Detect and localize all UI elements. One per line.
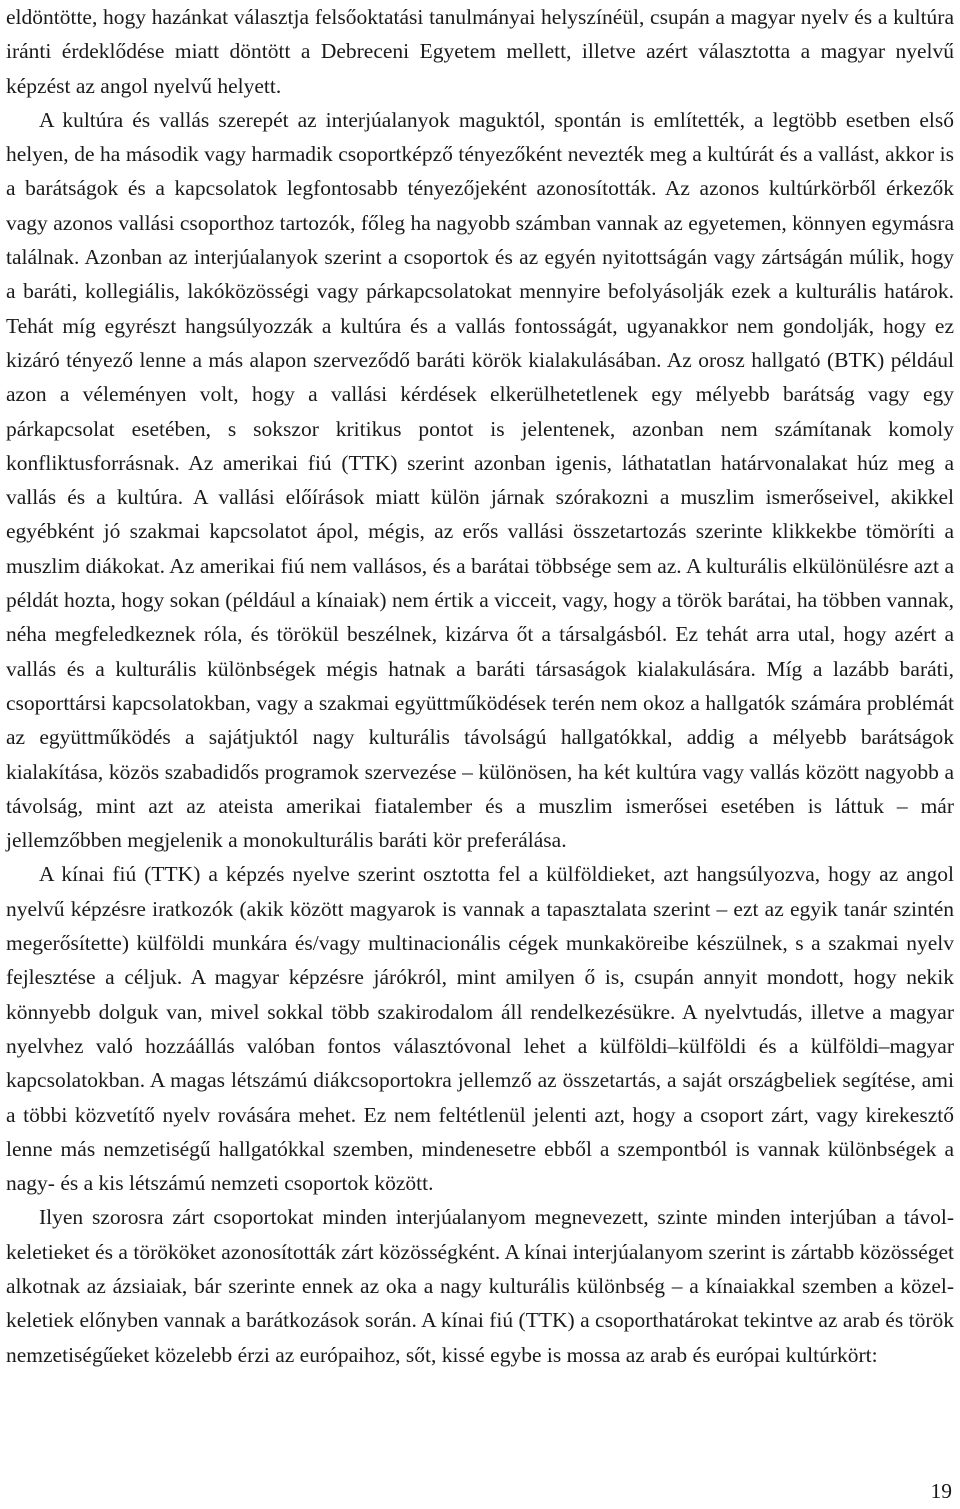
paragraph-culture-religion: A kultúra és vallás szerepét az interjúalanyok maguktól, spontán is említették, a legtöbb esetben első helyen, de ha második vagy harmadik csoportképző tényezőként nevezték meg a kultúrát és a vallást, akkor is a barátságok és a kapcsolatok legfontosabb tényezőjeként azonosították. Az azonos kultúrkörből érkezők vagy azonos vallási csoporthoz tartozók, főleg ha nagyobb számban vannak az egyetemen, könnyen egymásra találnak. Azonban az interjúalanyok szerint a csoportok és az egyén nyitottságán vagy zártságán múlik, hogy a baráti, kollegiális, lakóközösségi vagy párkapcsolatokat mennyire befolyásolják ezek a kulturális határok. Tehát míg egyrészt hangsúlyozzák a kultúra és a vallás fontosságát, ugyanakkor nem gondolják, hogy ez kizáró tényező lenne a más alapon szerveződő baráti körök kialakulásában. Az orosz hallgató (BTK) például azon a véleményen volt, hogy a vallási kérdések elkerülhetetlenek egy mélyebb barátság vagy egy párkapcsolat esetében, s sokszor kritikus pontot is jelentenek, azonban nem számítanak komoly konfliktusforrásnak. Az amerikai fiú (TTK) szerint azonban igenis, láthatatlan határvonalakat húz meg a vallás és a kultúra. A vallási előírások miatt külön járnak szórakozni a muszlim ismerőseivel, akikkel egyébként jó szakmai kapcsolatot ápol, mégis, az erős vallási összetartozás szerinte klikkekbe tömöríti a muszlim diákokat. Az amerikai fiú nem vallásos, és a barátai többsége sem az. A kulturális elkülönülésre azt a példát hozta, hogy sokan (például a kínaiak) nem értik a vicceit, vagy, hogy a török barátai, ha többen vannak, néha megfeledkeznek róla, és törökül beszélnek, kizárva őt a társalgásból. Ez tehát arra utal, hogy azért a vallás és a kulturális különbségek mégis hatnak a baráti társaságok kialakulására. Míg a lazább baráti, csoporttársi kapcsolatokban, vagy a szakmai együttműködések terén nem okoz a hallgatók számára problémát az együttműködés a sajátjuktól nagy kulturális távolságú hallgatókkal, addig a mélyebb barátságok kialakítása, közös szabadidős programok szervezése – különösen, ha két kultúra vagy vallás között nagyobb a távolság, mint azt az ateista amerikai fiatalember és a muszlim ismerősei esetében is láttuk – már jellemzőbben megjelenik a monokulturális baráti kör preferálása. <box>6 107 954 853</box>
paragraph-closed-groups: Ilyen szorosra zárt csoportokat minden interjúalanyom megnevezett, szinte minden interjúban a távol-keletieket és a törököket azonosították zárt közösségként. A kínai interjúalanyom szerint is zártabb közösséget alkotnak az ázsiaiak, bár szerinte ennek az oka a nagy kulturális különbség – a kínaiakkal szemben a közel-keletiek előnyben vannak a barátkozások során. A kínai fiú (TTK) a csoporthatárokat tekintve az arab és török nemzetiségűeket közelebb érzi az európaihoz, sőt, kissé egybe is mossa az arab és európai kultúrkört: <box>6 1205 954 1367</box>
paragraph-continuation: eldöntötte, hogy hazánkat választja felsőoktatási tanulmányai helyszínéül, csupán a magyar nyelv és a kultúra iránti érdeklődése miatt döntött a Debreceni Egyetem mellett, illetve azért választotta a magyar nyelvű képzést az angol nyelvű helyett. <box>6 5 954 98</box>
page-number: 19 <box>930 1479 952 1503</box>
document-body <box>6 0 954 1372</box>
paragraph-language-of-training: A kínai fiú (TTK) a képzés nyelve szerint osztotta fel a külföldieket, azt hangsúlyozva, hogy az angol nyelvű képzésre iratkozók (akik között magyarok is vannak a tapasztalata szerint – ezt az egyik tanár szintén megerősítette) külföldi munkára és/vagy multinacionális cégek munkaköreibe készülnek, s a szakmai nyelv fejlesztése a céljuk. A magyar képzésre járókról, mint amilyen ő is, csupán annyit mondott, hogy nekik könnyebb dolguk van, mivel sokkal több szakirodalom áll rendelkezésükre. A nyelvtudás, illetve a magyar nyelvhez való hozzáállás valóban fontos választóvonal lehet a külföldi–külföldi és a külföldi–magyar kapcsolatokban. A magas létszámú diákcsoportokra jellemző az összetartás, a saját országbeliek segítése, ami a többi közvetítő nyelv rovására mehet. Ez nem feltétlenül jelenti azt, hogy a csoport zárt, vagy kirekesztő lenne más nemzetiségű hallgatókkal szemben, mindenesetre ebből a szempontból is vannak különbségek a nagy- és a kis létszámú nemzeti csoportok között. <box>6 862 954 1196</box>
